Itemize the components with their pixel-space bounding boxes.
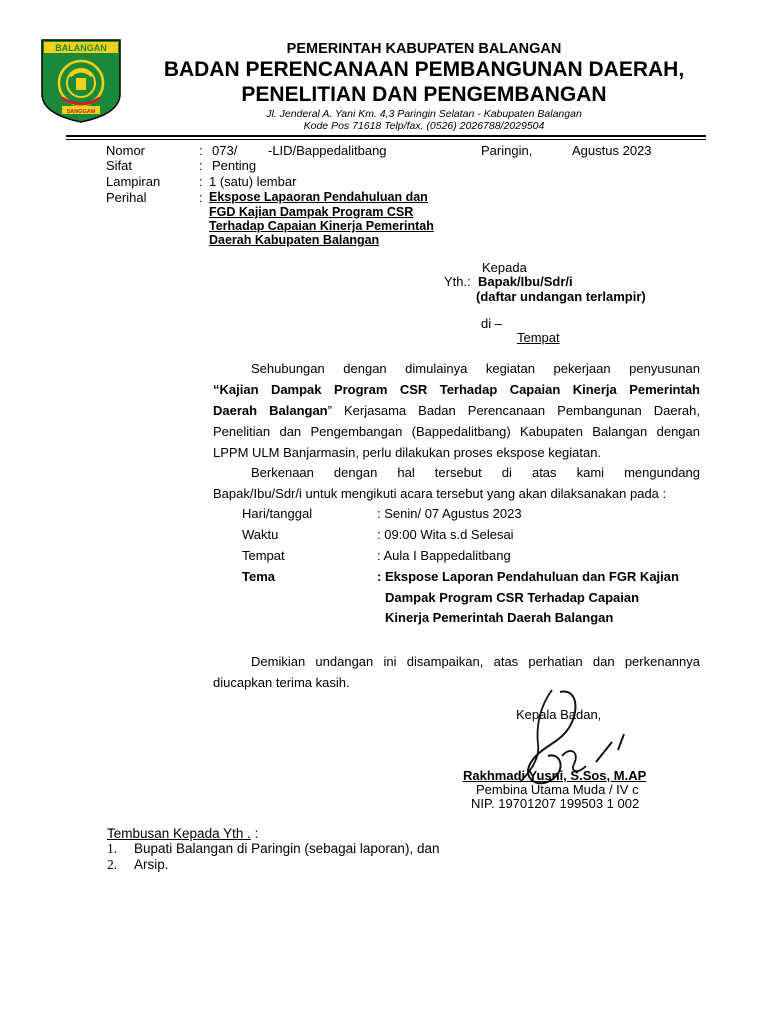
logo-text-top: BALANGAN: [55, 43, 107, 53]
event-tema-label: Tema: [242, 569, 275, 584]
logo-text-bottom: SANGGAM: [66, 109, 96, 115]
body-line: Berkenaan dengan hal tersebut di atas kami mengundang: [251, 465, 700, 480]
event-hari-label: Hari/tanggal: [242, 506, 313, 521]
perihal-label: Perihal: [106, 190, 147, 205]
signatory-title: Kepala Badan,: [516, 707, 602, 722]
body-paragraph-2: [213, 462, 700, 504]
perihal-line: Ekspose Lapaoran Pendahuluan dan: [209, 190, 428, 204]
sifat-label: Sifat: [106, 158, 133, 173]
nomor-colon: :: [199, 143, 203, 158]
letterhead-rule-thick: [66, 135, 706, 137]
address-line1: Jl. Jenderal A. Yani Km. 4,3 Paringin Selatan - Kabupaten Balangan: [266, 108, 582, 120]
signatory-rank: Pembina Utama Muda / IV c: [476, 782, 639, 797]
di-label: di –: [481, 316, 502, 331]
event-tempat-value: : Aula I Bappedalitbang: [377, 548, 511, 563]
sifat-value: Penting: [212, 158, 257, 173]
agency-name-line1: BADAN PERENCANAAN PEMBANGUNAN DAERAH,: [163, 58, 685, 81]
perihal-colon: :: [199, 190, 203, 205]
body-line: diucapkan terima kasih.: [213, 675, 350, 690]
lampiran-colon: :: [199, 174, 203, 189]
signatory-nip: NIP. 19701207 199503 1 002: [471, 796, 640, 811]
tempat-label: Tempat: [517, 330, 560, 345]
cc-item-number: 2.: [107, 857, 118, 872]
nomor-value: 073/: [212, 143, 238, 158]
yth-value: Bapak/Ibu/Sdr/i: [478, 274, 573, 289]
perihal-line: FGD Kajian Dampak Program CSR: [209, 205, 414, 219]
cc-item-text: Arsip.: [134, 857, 169, 872]
body-line: Daerah Balangan” Kerjasama Badan Perencanaan Pembangunan Daerah,: [213, 403, 700, 418]
signatory-name: Rakhmadi Yusni, S.Sos, M.AP: [463, 768, 647, 783]
event-waktu-value: : 09:00 Wita s.d Selesai: [377, 527, 514, 542]
cc-heading: Tembusan Kepada Yth . :: [107, 826, 259, 841]
nomor-suffix: -LID/Bappedalitbang: [268, 143, 387, 158]
perihal-line: Terhadap Capaian Kinerja Pemerintah: [209, 219, 434, 233]
body-line: Demikian undangan ini disampaikan, atas perhatian dan perkenannya: [251, 654, 700, 669]
kepada-label: Kepada: [482, 260, 527, 275]
address-line2: Kode Pos 71618 Telp/fax. (0526) 2026788/2029504: [303, 120, 545, 132]
letter-date: Agustus 2023: [572, 143, 652, 158]
recipient-note: (daftar undangan terlampir): [476, 289, 646, 304]
event-tema-line: : Ekspose Laporan Pendahuluan dan FGR Kajian: [377, 569, 679, 584]
body-line: Bapak/Ibu/Sdr/i untuk mengikuti acara tersebut yang akan dilaksanakan pada :: [213, 486, 667, 501]
body-line: “Kajian Dampak Program CSR Terhadap Capaian Kinerja Pemerintah: [213, 382, 700, 397]
event-tema-line: Dampak Program CSR Terhadap Capaian: [385, 590, 640, 605]
nomor-label: Nomor: [106, 143, 146, 158]
sifat-colon: :: [199, 158, 203, 173]
cc-item-number: 1.: [107, 841, 118, 856]
government-name: PEMERINTAH KABUPATEN BALANGAN: [286, 41, 562, 57]
body-paragraph-1: [213, 358, 700, 463]
event-tema-line: Kinerja Pemerintah Daerah Balangan: [385, 610, 614, 625]
event-waktu-label: Waktu: [242, 527, 279, 542]
cc-item-text: Bupati Balangan di Paringin (sebagai laporan), dan: [134, 841, 440, 856]
letterhead-rule-thin: [66, 139, 706, 140]
body-line: Penelitian dan Pengembangan (Bappedalitbang) Kabupaten Balangan dengan: [213, 424, 700, 439]
yth-label: Yth.:: [444, 274, 471, 289]
agency-name-line2: PENELITIAN DAN PENGEMBANGAN: [241, 83, 607, 106]
perihal-line: Daerah Kabupaten Balangan: [209, 233, 380, 247]
event-hari-value: : Senin/ 07 Agustus 2023: [377, 506, 522, 521]
letter-place: Paringin,: [481, 143, 533, 158]
body-line: Sehubungan dengan dimulainya kegiatan pekerjaan penyusunan: [251, 361, 700, 376]
event-tempat-label: Tempat: [242, 548, 285, 563]
lampiran-label: Lampiran: [106, 174, 161, 189]
lampiran-value: 1 (satu) lembar: [209, 174, 297, 189]
body-line: LPPM ULM Banjarmasin, perlu dilakukan proses ekspose kegiatan.: [213, 445, 602, 460]
